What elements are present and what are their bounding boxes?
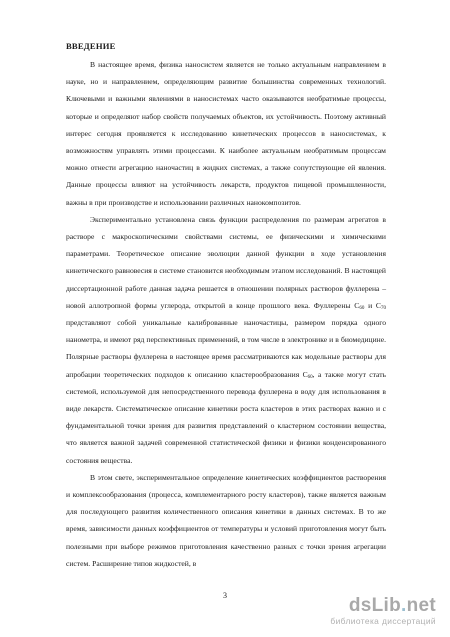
paragraph-1 [66,56,386,211]
page-number: 3 [223,591,227,600]
fullerene-c60-subscript-2: 60 [307,374,313,380]
body-text [66,56,386,572]
watermark-logo-dot: . [401,595,407,616]
watermark [330,597,436,627]
watermark-logo [330,597,436,615]
paragraph-2 [66,211,386,469]
watermark-logo-left: dsLib [348,595,401,616]
watermark-subtitle: библиотека диссертаций [330,616,436,626]
paragraph-3 [66,469,386,572]
paragraph-2-part1: Экспериментально установлена связь функции распределения по размерам агрегатов в растворе с макроскопическими свойствами системы, ее физическими и химическими параметрами. Теоретическое описание эволюции данной функции в ходе установления кинетического равновесия в системе становится необходимым этапом исследований. В настоящей диссертационной работе данная задача решается в отношении полярных растворов фуллерена – новой аллотропной формы углерода, открытой в конце прошлого века. Фуллерены С [66,214,386,310]
paragraph-3-text: В этом свете, экспериментальное определение кинетических коэффициентов растворения и комплексообразования (процесса, комплементарного росту кластеров), также является важным для последующего развития количественного описания кинетики в данных системах. В то же время, зависимости данных коэффициентов от температуры и условий приготовления могут быть полезными при выборе режимов приготовления качественно разных с точки зрения агрегации систем. Расширение типов жидкостей, в [66,472,386,568]
paragraph-2-part2: и С [364,300,381,310]
section-heading: ВВЕДЕНИЕ [66,41,116,51]
fullerene-c70-subscript: 70 [380,305,386,311]
paragraph-2-part3: представляют собой уникальные калиброванные наночастицы, размером порядка одного нанометра, и имеют ряд перспективных применений, в том числе в электронике и в биомедицине. Полярные растворы фуллерена в настоящее время рассматриваются как модельные растворы для апробации теоретических подходов к описанию кластерообразования С [66,318,386,379]
paragraph-1-text: В настоящее время, физика наносистем является не только актуальным направлением в науке, но и направлением, определяющим развитие большинства современных технологий. Ключевыми и важными явлениями в наносистемах часто оказываются необратимые процессы, которые и определяют набор свойств получаемых объектов, их устойчивость. Поэтому активный интерес сегодня проявляется к исследованию кинетических процессов в наносистемах, к возможностям управлять этими процессами. К наиболее актуальным необратимым процессам можно отнести агрегацию наночастиц в жидких системах, а также сопутствующие ей явления. Данные процессы влияют на устойчивость лекарств, продуктов пищевой промышленности, важны в при производстве и использовании различных нанокомпозитов. [66,60,386,207]
fullerene-c60-subscript: 60 [359,305,365,311]
paragraph-2-part4: , а также могут стать системой, используемой для непосредственного перевода фуллерена в воду для использования в виде лекарств. Систематическое описание кинетики роста кластеров в этих растворах важно и с фундаментальной точки зрения для развития представлений о кластерном состоянии вещества, что является важной задачей современной статистической физики и физики конденсированного состояния вещества. [66,369,387,465]
watermark-logo-right: net [406,595,436,616]
